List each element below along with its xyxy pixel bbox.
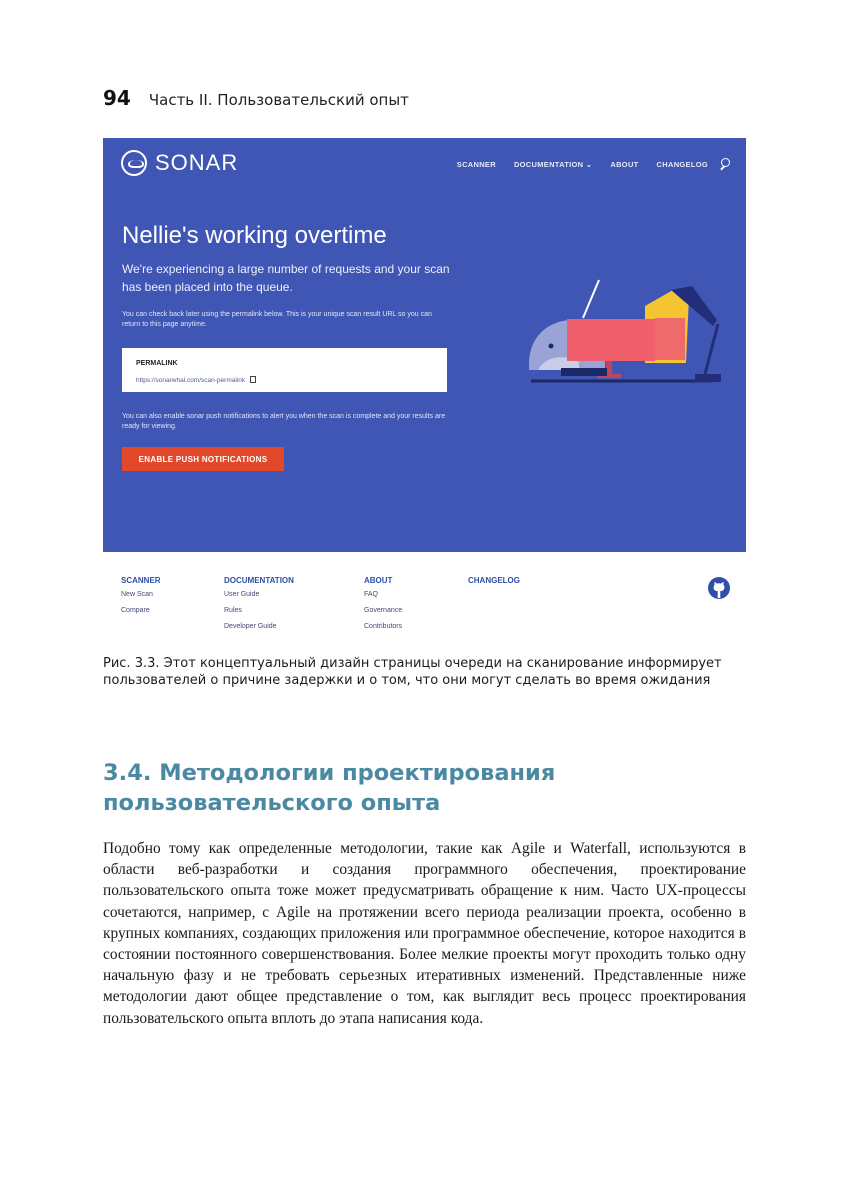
footer-heading[interactable]: ABOUT	[364, 576, 393, 585]
footer-column-scanner	[121, 576, 161, 623]
narwhal-desk-illustration	[521, 278, 731, 393]
push-note: You can also enable sonar push notifications to alert you when the scan is complete and your results are ready for viewing.	[122, 413, 446, 430]
footer-link[interactable]: Contributors	[364, 623, 403, 630]
section-heading: 3.4. Методологии проектирования пользовательского опыта	[103, 760, 556, 816]
github-icon[interactable]	[707, 576, 731, 600]
sonar-nav-bar	[103, 138, 746, 194]
copy-icon[interactable]	[250, 376, 256, 383]
enable-push-notifications-button[interactable]: ENABLE PUSH NOTIFICATIONS	[122, 447, 284, 471]
footer-link[interactable]: New Scan	[121, 591, 153, 598]
permalink-label: PERMALINK	[136, 360, 178, 367]
sonar-screenshot	[103, 138, 746, 552]
nav-links	[439, 158, 732, 170]
footer-link[interactable]: Developer Guide	[224, 623, 277, 630]
logo-text: SONAR	[155, 150, 239, 175]
sonar-footer	[103, 574, 746, 644]
footer-column-changelog	[468, 576, 520, 591]
narwhal-logo-icon	[121, 150, 147, 176]
footer-column-about	[364, 576, 402, 639]
body-paragraph: Подобно тому как определенные методологии, такие как Agile и Waterfall, используются в области веб-разработки и создания программного обеспечения, проектирование пользовательского опыта тоже может предусматривать обращение к ним. Часто UX-процессы сочетаются, например, с Agile на протяжении всего периода реализации проекта, особенно в крупных компаниях, создающих приложения или программное обеспечение, которое находится в состоянии постоянного совершенствования. Более мелкие проекты могут проходить только одну начальную фазу и не требовать серьезных итеративных изменений. Представленные ниже методологии дают общее представление о том, как выглядит весь процесс проектирования пользовательского опыта вплоть до этапа написания кода.	[103, 840, 746, 1027]
figure-caption: Рис. 3.3. Этот концептуальный дизайн страницы очереди на сканирование информирует пользователей о причине задержки и о том, что они могут сделать во время ожидания	[103, 656, 722, 688]
hero-note: You can check back later using the permalink below. This is your unique scan result URL so you can return to this page anytime.	[122, 311, 432, 328]
running-head	[103, 86, 409, 110]
nav-link-changelog[interactable]: CHANGELOG	[656, 159, 708, 169]
footer-link[interactable]: Compare	[121, 607, 150, 614]
footer-link[interactable]: Governance	[364, 607, 403, 614]
hero-title: Nellie's working overtime	[122, 222, 387, 249]
nav-link-documentation[interactable]: DOCUMENTATION ⌄	[513, 159, 593, 169]
footer-heading[interactable]: SCANNER	[121, 576, 161, 585]
page-number: 94	[103, 86, 131, 110]
footer-heading[interactable]: CHANGELOG	[468, 576, 520, 585]
search-icon[interactable]	[720, 158, 732, 170]
permalink-box	[122, 348, 447, 392]
hero-lead: We're experiencing a large number of requests and your scan has been placed into the queue.	[122, 262, 450, 294]
footer-heading[interactable]: DOCUMENTATION	[224, 576, 294, 585]
footer-link[interactable]: FAQ	[364, 591, 379, 598]
sonar-logo[interactable]	[121, 150, 238, 176]
footer-link[interactable]: User Guide	[224, 591, 260, 598]
nav-link-scanner[interactable]: SCANNER	[456, 159, 496, 169]
chapter-title: Часть II. Пользовательский опыт	[148, 91, 409, 109]
nav-link-about[interactable]: ABOUT	[610, 159, 639, 169]
footer-column-documentation	[224, 576, 294, 639]
footer-link[interactable]: Rules	[224, 607, 242, 614]
permalink-url[interactable]: https://sonarwhal.com/scan-permalink	[136, 377, 246, 384]
